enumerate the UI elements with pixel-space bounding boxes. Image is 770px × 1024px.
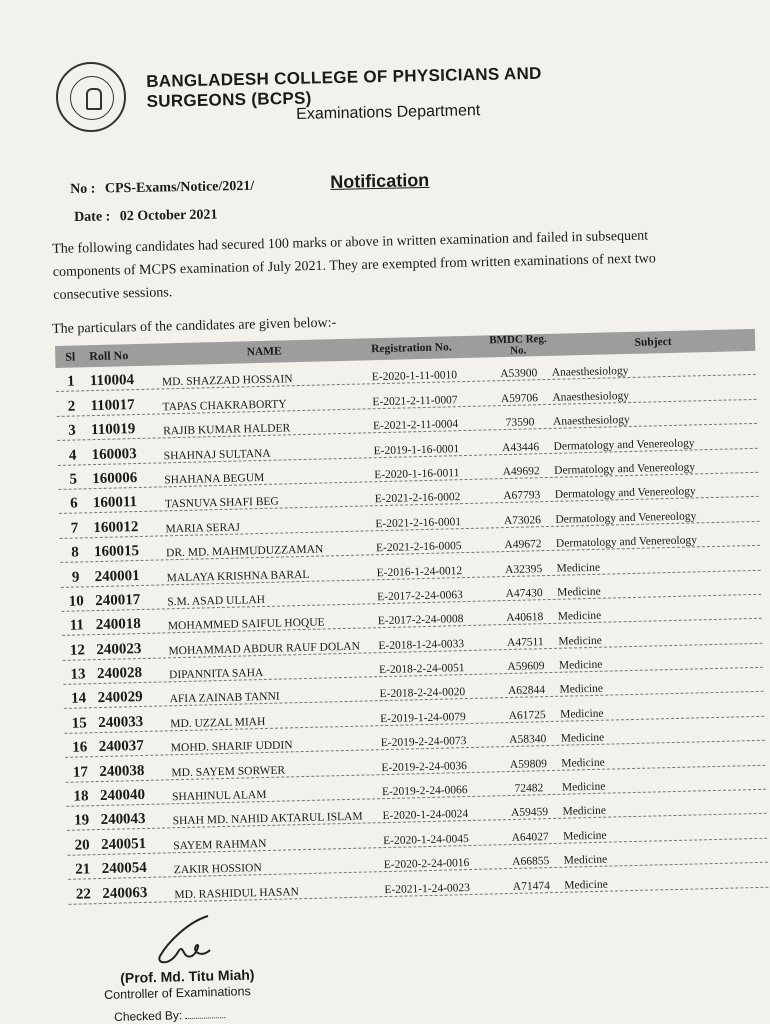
cell-registration: E-2018-1-24-0033: [378, 637, 465, 652]
cell-roll: 240054: [101, 860, 147, 878]
cell-bmdc: A43446: [501, 440, 540, 454]
table-body: [56, 351, 769, 905]
cell-bmdc: A49692: [502, 465, 540, 479]
cell-name: SHAHNAJ SULTANA: [163, 447, 271, 462]
cell-bmdc: A64027: [511, 830, 549, 844]
notice-number-label: No :: [70, 181, 96, 197]
notice-date: [74, 207, 218, 226]
organization-name: BANGLADESH COLLEGE OF PHYSICIANS AND SURGEONS (BCPS): [146, 63, 542, 111]
cell-bmdc: A71474: [512, 879, 551, 893]
cell-sl: 12: [69, 642, 86, 659]
cell-roll: 240017: [95, 591, 141, 609]
cell-registration: E-2020-1-11-0010: [371, 369, 458, 384]
cell-roll: 240051: [101, 835, 147, 853]
cell-name: MALAYA KRISHNA BARAL: [166, 568, 310, 584]
cell-roll: 240037: [98, 738, 144, 756]
cell-roll: 240043: [100, 811, 146, 829]
cell-roll: 240063: [102, 884, 148, 902]
cell-name: DR. MD. MAHMUDUZZAMAN: [165, 543, 324, 560]
cell-bmdc: A53900: [500, 367, 538, 381]
cell-name: SHAHINUL ALAM: [171, 789, 267, 804]
cell-roll: 240040: [99, 786, 146, 805]
cell-sl: 16: [72, 739, 88, 756]
header-name: NAME: [246, 345, 282, 359]
cell-registration: E-2019-2-24-0066: [381, 784, 468, 799]
cell-bmdc: A49672: [504, 538, 542, 552]
notice-number: [70, 179, 254, 198]
cell-subject: Medicine: [562, 829, 607, 843]
notice-date-label: Date :: [74, 209, 111, 225]
department-name: Examinations Department: [296, 102, 481, 123]
header-roll: Roll No: [89, 347, 129, 363]
cell-sl: 11: [69, 617, 85, 635]
notice-number-value: CPS-Exams/Notice/2021/: [104, 178, 255, 197]
cell-roll: 160006: [92, 469, 138, 488]
cell-sl: 21: [75, 861, 91, 878]
cell-registration: E-2021-2-16-0005: [375, 540, 462, 555]
signature-mark: [148, 912, 218, 970]
cell-bmdc: A59809: [509, 757, 548, 771]
cell-registration: E-2019-2-24-0073: [380, 735, 467, 750]
cell-sl: 6: [69, 495, 78, 513]
cell-roll: 160012: [93, 518, 139, 536]
cell-bmdc: A62844: [507, 684, 546, 698]
cell-subject: Medicine: [563, 853, 608, 867]
cell-registration: E-2021-2-11-0004: [372, 418, 459, 433]
cell-sl: 14: [70, 690, 87, 708]
notice-body: The following candidates had secured 100 marks or above in written examination and failed in subsequent components of MCPS examination of July 2021. They are exempted from written examinations of next two consecutive sessions.: [52, 228, 656, 303]
cell-registration: E-2018-2-24-0051: [378, 662, 465, 677]
signer-name: (Prof. Md. Titu Miah): [120, 966, 255, 986]
cell-sl: 17: [72, 763, 89, 781]
cell-bmdc: 73590: [505, 416, 535, 430]
cell-roll: 240033: [98, 713, 144, 731]
cell-roll: 240001: [94, 567, 140, 585]
cell-subject: Medicine: [557, 610, 602, 624]
cell-roll: 240029: [97, 689, 143, 707]
header-registration: Registration No.: [371, 341, 452, 356]
cell-bmdc: A59706: [500, 391, 539, 405]
cell-roll: 240023: [96, 640, 142, 658]
cell-bmdc: A66855: [512, 855, 550, 869]
cell-bmdc: A73026: [503, 513, 542, 527]
cell-sl: 4: [68, 447, 77, 464]
cell-subject: Dermatology and Venereology: [554, 485, 696, 502]
cell-roll: 240018: [95, 616, 142, 634]
cell-bmdc: A61725: [508, 708, 546, 722]
cell-name: ZAKIR HOSSION: [173, 862, 262, 877]
cell-sl: 3: [68, 422, 77, 439]
cell-roll: 110019: [90, 421, 136, 439]
cell-sl: 2: [67, 398, 76, 415]
cell-subject: Medicine: [560, 731, 605, 746]
cell-bmdc: A32395: [504, 562, 543, 576]
cell-registration: E-2019-1-24-0079: [380, 710, 466, 726]
cell-subject: Medicine: [556, 561, 601, 575]
cell-sl: 9: [71, 568, 80, 586]
cell-roll: 110004: [89, 372, 135, 390]
cell-name: TAPAS CHAKRABORTY: [162, 398, 287, 414]
cell-sl: 18: [73, 788, 89, 805]
cell-subject: Medicine: [561, 756, 605, 770]
header-subject: Subject: [634, 335, 672, 349]
notice-date-value: 02 October 2021: [119, 207, 218, 225]
cell-subject: Dermatology and Venereology: [555, 510, 697, 526]
cell-registration: E-2017-2-24-0008: [377, 613, 464, 628]
cell-registration: E-2020-1-24-0024: [382, 808, 469, 823]
cell-registration: E-2019-2-24-0036: [381, 759, 468, 774]
cell-roll: 240028: [96, 665, 143, 683]
cell-subject: Dermatology and Venereology: [554, 461, 696, 477]
cell-registration: E-2016-1-24-0012: [376, 564, 463, 579]
cell-bmdc: 72482: [514, 782, 544, 795]
cell-bmdc: A58340: [509, 733, 547, 747]
checked-by: [114, 1007, 226, 1024]
cell-bmdc: A47511: [506, 635, 544, 649]
cell-subject: Anaesthesiology: [551, 365, 629, 380]
cell-roll: 160011: [92, 494, 138, 512]
cell-name: MOHAMMED SAIFUL HOQUE: [167, 616, 325, 633]
cell-name: RAJIB KUMAR HALDER: [162, 422, 291, 438]
cell-registration: E-2021-1-24-0023: [384, 881, 471, 896]
cell-name: MOHD. SHARIF UDDIN: [170, 739, 293, 755]
cell-bmdc: A40618: [506, 611, 544, 625]
header-bmdc: BMDC Reg. No.: [489, 332, 547, 357]
candidates-table: [55, 329, 768, 905]
cell-name: MD. SAYEM SORWER: [171, 764, 286, 779]
cell-registration: E-2021-2-11-0007: [372, 393, 458, 409]
cell-bmdc: A67793: [503, 489, 541, 503]
cell-subject: Dermatology and Venereology: [553, 436, 695, 453]
cell-name: MARIA SERAJ: [165, 521, 241, 536]
cell-sl: 10: [68, 593, 84, 610]
cell-name: AFIA ZAINAB TANNI: [169, 691, 280, 706]
cell-registration: E-2020-2-24-0016: [383, 857, 470, 872]
cell-registration: E-2019-1-16-0001: [373, 442, 460, 457]
cell-name: MD. UZZAL MIAH: [170, 715, 266, 731]
cell-bmdc: A59459: [510, 806, 549, 820]
cell-bmdc: A47430: [505, 587, 543, 600]
cell-subject: Medicine: [562, 805, 607, 819]
cell-sl: 1: [66, 373, 75, 391]
cell-name: MD. RASHIDUL HASAN: [174, 885, 300, 901]
cell-registration: E-2020-1-24-0045: [383, 832, 469, 847]
cell-subject: Medicine: [559, 683, 604, 697]
cell-registration: E-2017-2-24-0063: [377, 589, 463, 604]
cell-subject: Medicine: [558, 658, 603, 672]
cell-sl: 7: [70, 520, 79, 537]
cell-name: DIPANNITA SAHA: [168, 667, 264, 682]
cell-name: SHAHANA BEGUM: [164, 471, 265, 487]
cell-sl: 20: [74, 837, 90, 854]
cell-sl: 19: [73, 812, 90, 830]
cell-subject: Medicine: [557, 585, 601, 599]
cell-roll: 240038: [99, 762, 145, 780]
bcps-seal-logo: [56, 62, 126, 132]
cell-sl: 22: [75, 885, 92, 903]
cell-subject: Medicine: [564, 878, 608, 892]
cell-subject: Medicine: [561, 780, 606, 794]
cell-roll: 110017: [90, 396, 135, 414]
cell-registration: E-2020-1-16-0011: [374, 467, 460, 482]
notification-title: Notification: [330, 169, 430, 192]
cell-name: TASNUVA SHAFI BEG: [164, 495, 279, 511]
cell-sl: 13: [70, 666, 86, 683]
header-sl: Sl: [65, 349, 76, 364]
cell-name: S.M. ASAD ULLAH: [167, 593, 266, 609]
cell-subject: Medicine: [558, 634, 602, 648]
cell-name: SHAH MD. NAHID AKTARUL ISLAM: [172, 811, 363, 828]
cell-registration: E-2021-2-16-0002: [374, 491, 461, 506]
cell-bmdc: A59609: [507, 660, 545, 674]
cell-subject: Dermatology and Venereology: [555, 534, 698, 550]
cell-roll: 160015: [93, 543, 140, 561]
cell-roll: 160003: [91, 445, 137, 463]
table-intro: The particulars of the candidates are given below:-: [52, 315, 337, 337]
cell-name: SAYEM RAHMAN: [173, 837, 267, 853]
cell-sl: 8: [71, 544, 80, 561]
checked-by-label: Checked By:: [114, 1008, 183, 1024]
cell-name: MOHAMMAD ABDUR RAUF DOLAN: [168, 640, 360, 658]
cell-registration: E-2018-2-24-0020: [379, 686, 466, 701]
cell-subject: Anaesthesiology: [552, 389, 630, 404]
signer-title: Controller of Examinations: [104, 984, 251, 1002]
cell-sl: 5: [69, 471, 78, 488]
cell-subject: Anaesthesiology: [552, 414, 630, 429]
cell-sl: 15: [71, 715, 87, 732]
cell-registration: E-2021-2-16-0001: [375, 515, 462, 530]
cell-subject: Medicine: [560, 707, 604, 721]
cell-name: MD. SHAZZAD HOSSAIN: [161, 373, 293, 389]
